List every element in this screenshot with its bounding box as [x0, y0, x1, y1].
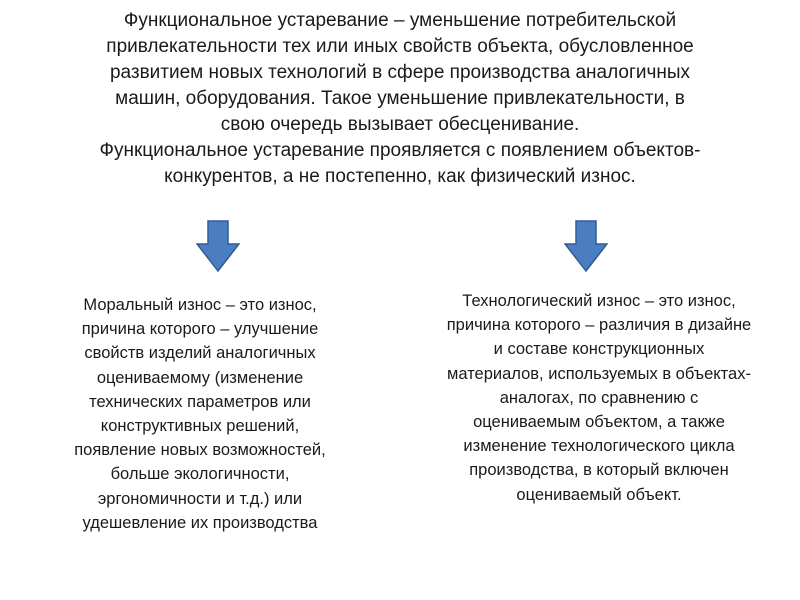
moral-wear-line: оцениваемому (изменение: [96, 368, 304, 387]
intro-line: привлекательности тех или иных свойств объекта, обусловленное: [106, 36, 694, 57]
intro-line: Функциональное устаревание проявляется с появлением объектов-: [99, 140, 701, 161]
moral-wear-line: свойств изделий аналогичных: [84, 344, 316, 363]
intro-line: машин, оборудования. Такое уменьшение привлекательности, в: [115, 88, 685, 109]
intro-line: конкурентов, а не постепенно, как физический износ.: [164, 166, 636, 187]
intro-paragraph: [30, 8, 770, 190]
arrow-down-icon: [564, 220, 608, 272]
intro-line: Функциональное устаревание – уменьшение потребительской: [123, 10, 677, 31]
technological-wear-line: изменение технологического цикла: [463, 437, 735, 456]
moral-wear-definition: [40, 293, 360, 535]
moral-wear-line: Моральный износ – это износ,: [83, 296, 317, 314]
technological-wear-line: аналогах, по сравнению с: [499, 388, 699, 407]
moral-wear-line: технических параметров или: [89, 392, 311, 411]
moral-wear-line: причина которого – улучшение: [81, 320, 319, 339]
technological-wear-line: и составе конструкционных: [493, 340, 705, 359]
technological-wear-line: материалов, используемых в объектах-: [447, 364, 751, 383]
technological-wear-definition: [418, 289, 780, 507]
arrow-down-icon: [196, 220, 240, 272]
intro-line: свою очередь вызывает обесценивание.: [220, 114, 580, 135]
technological-wear-line: Технологический износ – это износ,: [462, 292, 736, 310]
moral-wear-line: больше экологичности,: [110, 465, 290, 484]
moral-wear-line: появление новых возможностей,: [74, 441, 326, 460]
moral-wear-line: удешевление их производства: [82, 513, 318, 532]
technological-wear-line: причина которого – различия в дизайне: [446, 316, 752, 335]
intro-line: развитием новых технологий в сфере производства аналогичных: [109, 62, 691, 83]
moral-wear-line: конструктивных решений,: [100, 417, 300, 436]
moral-wear-line: эргономичности и т.д.) или: [97, 489, 303, 508]
technological-wear-line: производства, в который включен: [469, 461, 729, 480]
technological-wear-line: оцениваемым объектом, а также: [473, 413, 725, 432]
technological-wear-line: оцениваемый объект.: [516, 485, 682, 504]
